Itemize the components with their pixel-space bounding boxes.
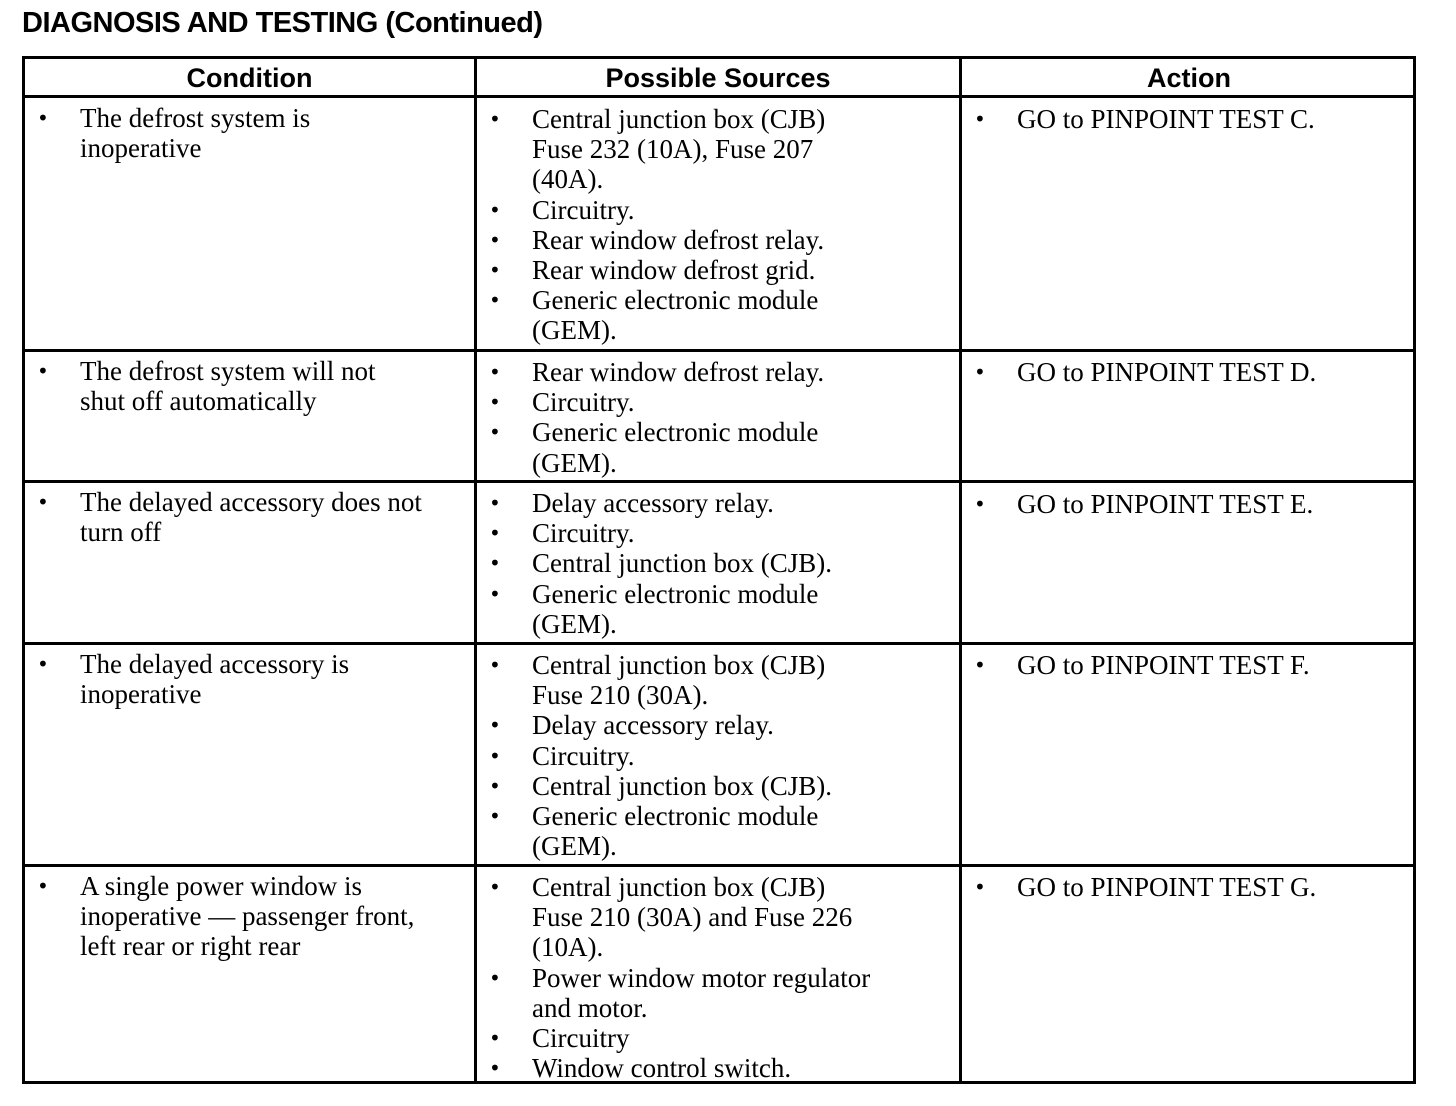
list-item: • Generic electronic module (GEM). — [489, 285, 819, 346]
bullet-icon: • — [37, 652, 49, 676]
list-item: • Central junction box (CJB) Fuse 210 (30A) and Fuse 226 (10A). — [489, 872, 853, 963]
row-4-action — [962, 650, 1414, 680]
row-1-sources — [477, 104, 957, 346]
list-item: • Circuitry. — [489, 387, 635, 418]
row-2-condition — [25, 356, 471, 416]
bullet-icon: • — [974, 492, 986, 516]
bullet-icon: • — [974, 875, 986, 899]
bullet-icon: • — [489, 360, 501, 384]
bullet-icon: • — [974, 107, 986, 131]
bullet-icon: • — [974, 653, 986, 677]
list-item: • GO to PINPOINT TEST F. — [974, 650, 1310, 680]
bullet-icon: • — [489, 288, 501, 313]
diagnosis-table — [22, 56, 1416, 1084]
bullet-icon: • — [489, 491, 501, 515]
list-item: • GO to PINPOINT TEST D. — [974, 357, 1317, 387]
bullet-icon: • — [489, 1026, 501, 1051]
bullet-icon: • — [37, 874, 49, 898]
bullet-icon: • — [489, 581, 501, 606]
bullet-icon: • — [489, 804, 501, 829]
list-item: • Central junction box (CJB). — [489, 770, 832, 801]
bullet-icon: • — [489, 420, 501, 445]
list-item: • GO to PINPOINT TEST C. — [974, 104, 1315, 134]
header-condition: Condition — [186, 62, 313, 93]
bullet-icon: • — [489, 197, 501, 222]
list-item: • Rear window defrost grid. — [489, 255, 816, 286]
header-action: Action — [1147, 62, 1231, 93]
list-item: • The defrost system is inoperative — [37, 103, 311, 164]
list-item: • Delay accessory relay. — [489, 710, 774, 741]
bullet-icon: • — [489, 743, 501, 768]
list-item: • Circuitry. — [489, 740, 635, 771]
list-item: • The delayed accessory is inoperative — [37, 649, 350, 710]
bullet-icon: • — [489, 965, 501, 990]
list-item: • GO to PINPOINT TEST E. — [974, 489, 1314, 519]
column-divider — [959, 59, 962, 1081]
row-1-action — [962, 104, 1414, 134]
row-divider — [25, 480, 1413, 483]
list-item: • Generic electronic module (GEM). — [489, 417, 819, 478]
list-item: • Circuitry — [489, 1023, 630, 1054]
bullet-icon: • — [37, 106, 49, 130]
list-item: • Delay accessory relay. — [489, 488, 774, 518]
list-item: • Rear window defrost relay. — [489, 357, 825, 387]
row-5-condition — [25, 871, 471, 962]
list-item: • Generic electronic module (GEM). — [489, 578, 819, 639]
list-item: • Rear window defrost relay. — [489, 224, 825, 255]
list-item: • The delayed accessory does not turn off — [37, 487, 422, 548]
list-item: • Central junction box (CJB) Fuse 232 (10A), Fuse 207 (40A). — [489, 104, 826, 195]
row-3-condition — [25, 487, 471, 547]
bullet-icon: • — [489, 107, 501, 131]
list-item: • Circuitry. — [489, 194, 635, 225]
bullet-icon: • — [489, 227, 501, 252]
row-divider — [25, 642, 1413, 645]
row-1-condition — [25, 103, 471, 163]
bullet-icon: • — [489, 521, 501, 546]
list-item: • A single power window is inoperative — passenger front, left rear or right rear — [37, 871, 415, 962]
page-title: DIAGNOSIS AND TESTING (Continued) — [22, 7, 543, 39]
row-3-action — [962, 489, 1414, 519]
list-item: • GO to PINPOINT TEST G. — [974, 872, 1317, 902]
list-item: • Circuitry. — [489, 518, 635, 549]
row-5-action — [962, 872, 1414, 902]
bullet-icon: • — [489, 1056, 501, 1081]
bullet-icon: • — [489, 713, 501, 738]
bullet-icon: • — [489, 875, 501, 899]
header-possible-sources: Possible Sources — [605, 62, 831, 93]
row-4-condition — [25, 649, 471, 709]
row-divider — [25, 349, 1413, 352]
list-item: • Power window motor regulator and motor. — [489, 962, 871, 1023]
row-2-action — [962, 357, 1414, 387]
list-item: • Central junction box (CJB) Fuse 210 (30A). — [489, 650, 826, 711]
bullet-icon: • — [37, 490, 49, 514]
row-3-sources — [477, 488, 957, 639]
list-item: • Generic electronic module (GEM). — [489, 801, 819, 862]
row-divider — [25, 864, 1413, 867]
bullet-icon: • — [489, 653, 501, 677]
list-item: • Window control switch. — [489, 1053, 792, 1084]
bullet-icon: • — [489, 258, 501, 283]
bullet-icon: • — [489, 390, 501, 415]
list-item: • The defrost system will not shut off automatically — [37, 356, 376, 417]
row-4-sources — [477, 650, 957, 861]
list-item: • Central junction box (CJB). — [489, 548, 832, 579]
bullet-icon: • — [489, 551, 501, 576]
row-5-sources — [477, 872, 957, 1083]
bullet-icon: • — [489, 773, 501, 798]
bullet-icon: • — [974, 360, 986, 384]
row-2-sources — [477, 357, 957, 478]
bullet-icon: • — [37, 359, 49, 383]
